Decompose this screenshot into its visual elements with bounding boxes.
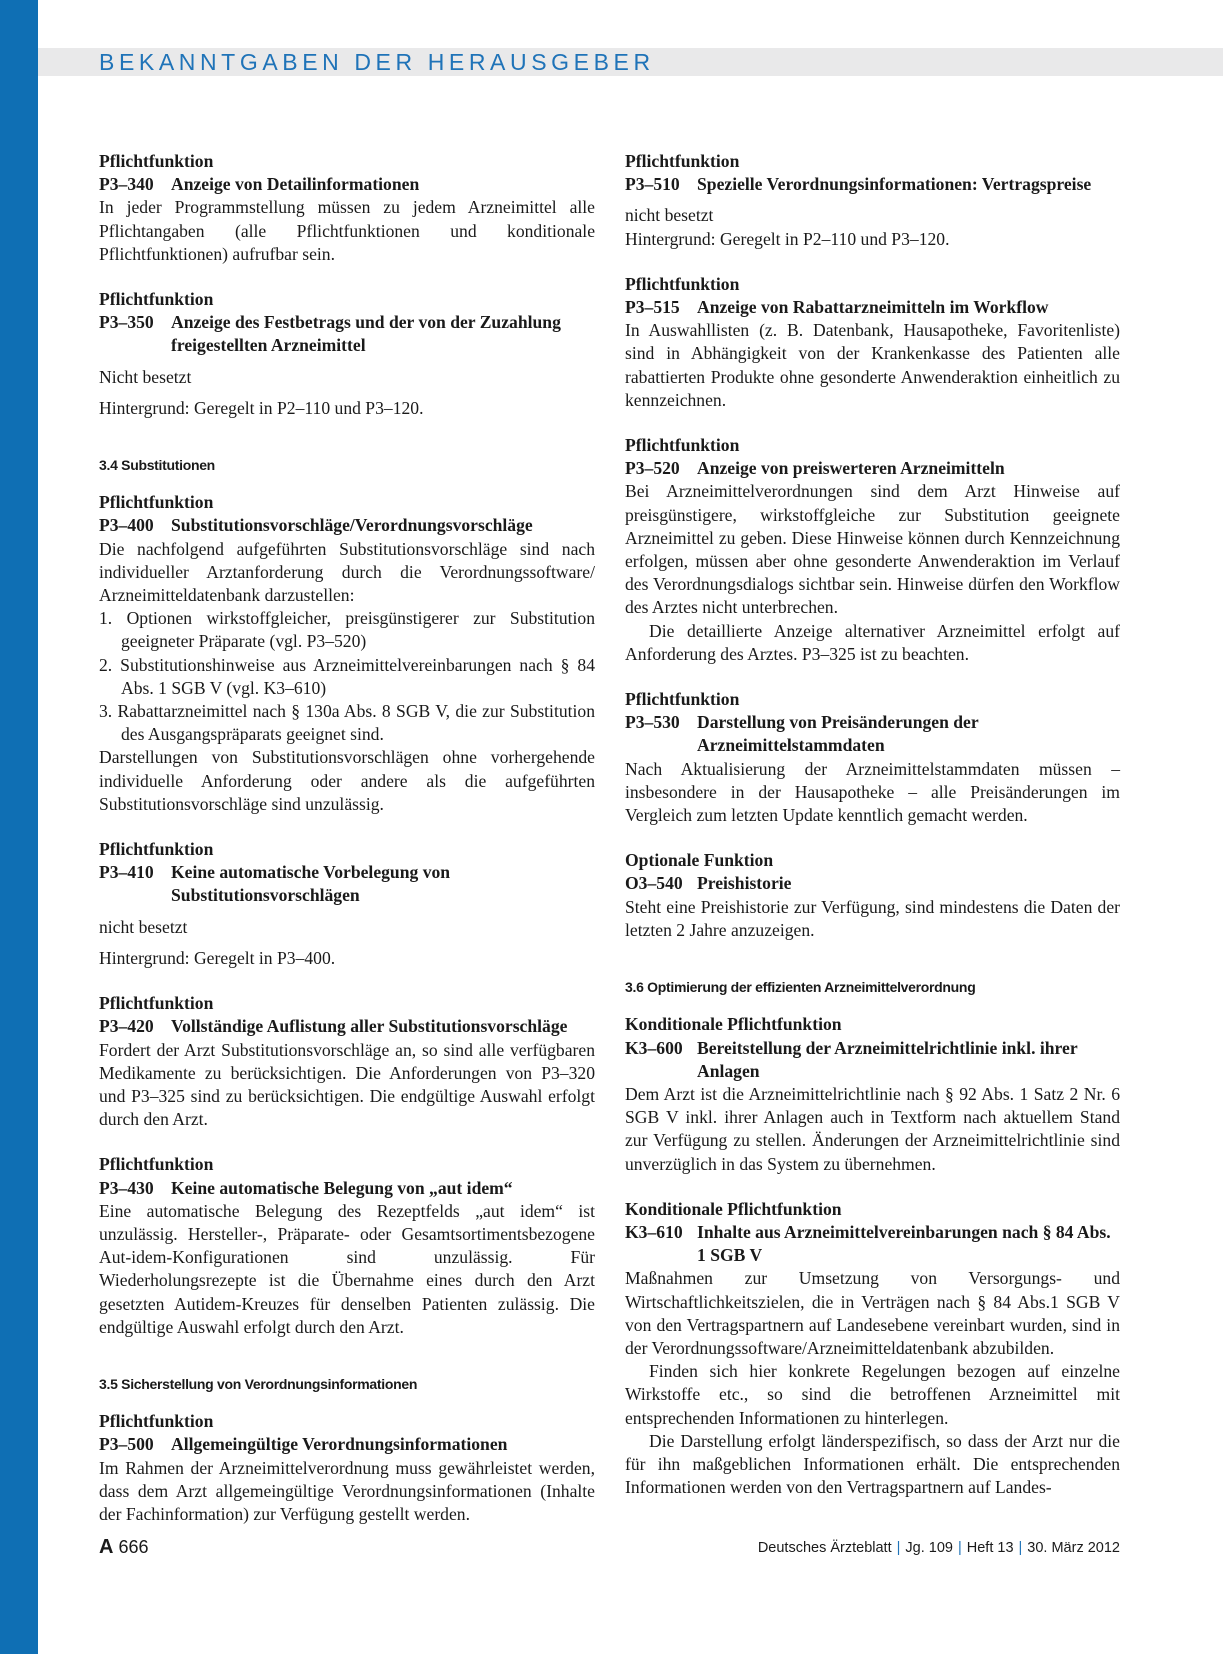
entry-p3-520 [625,434,1120,666]
entry-p3-530 [625,688,1120,827]
page-number-value: 666 [118,1537,149,1557]
entry-text: Im Rahmen der Arzneimittelverordnung muss gewährleistet werden, dass dem Arzt allgemeingültige Verordnungsinformationen (Inhalte der Fachinformation) zur Verfügung gestellt werden. [99,1457,595,1524]
section-heading-3-6: 3.6 Optimierung der effizienten Arzneimittelverordnung [625,979,976,996]
entry-heading [99,861,595,907]
entry-text: Maßnahmen zur Umsetzung von Versorgungs- und Wirtschaftlichkeitszielen, die in Verträgen nach § 84 Abs.1 SGB V von den Vertragspartnern auf Landesebene vereinbart wurden, sind in der Verordnungssoftware/Arzneimitteldatenbank abzubilden. [625,1268,1120,1358]
left-column [99,150,595,1548]
entry-heading [625,173,1120,196]
entry-label: Optionale Funktion [625,850,774,871]
journal-date: 30. März 2012 [1027,1540,1120,1556]
entry-text-2: Finden sich hier konkrete Regelungen bezogen auf einzelne Wirkstoffe etc., so sind die betroffenen Arzneimittel mit entsprechenden Informationen zu hinterlegen. [625,1361,1120,1428]
entry-o3-540 [625,849,1120,942]
entry-code: P3–410 [99,862,154,883]
list-item: 3. Rabattarzneimittel nach § 130a Abs. 8 SGB V, die zur Substitution des Ausgangspräparats geeignet sind. [99,701,595,745]
entry-code: P3–400 [99,515,154,536]
entry-heading [99,1433,595,1456]
entry-text: In Auswahllisten (z. B. Datenbank, Hausapotheke, Favoritenliste) sind in Abhängigkeit von der Krankenkasse des Patienten alle rabattierten Produkte ohne gesonderte Anwenderaktion einheitlich zu kennzeichnen. [625,320,1120,410]
entry-text: Fordert der Arzt Substitutionsvorschläge an, so sind alle verfügbaren Medikamente zu berücksichtigen. Die Anforderungen von P3–320 und P3–325 sind zu berücksichtigen. Die endgültige Auswahl erfolgt durch den Arzt. [99,1039,595,1130]
entry-title: Spezielle Verordnungsinformationen: Vertragspreise [697,174,1092,195]
entry-outro: Darstellungen von Substitutionsvorschlägen ohne vorhergehende individuelle Anforderung oder andere als die aufgeführten Substitutionsvorschläge sind unzulässig. [99,747,595,814]
entry-label: Pflichtfunktion [625,151,740,171]
entry-p3-350 [99,288,595,420]
entry-text: Eine automatische Belegung des Rezeptfelds „aut idem“ ist unzulässig. Hersteller-, Präparate- oder Gesamtsortimentsbezogene Aut-idem-Konfigurationen sind unzulässig. Für Wiederholungsrezepte ist die Übernahme eines durch den Arzt gesetzten Autidem-Kreuzes für denselben Patienten zulässig. Die endgültige Auswahl erfolgt durch den Arzt. [99,1200,595,1337]
entry-p3-420 [99,992,595,1131]
entry-code: O3–540 [625,873,683,894]
entry-p3-500 [99,1410,595,1526]
entry-text-3: Die Darstellung erfolgt länderspezifisch, so dass der Arzt nur die für ihn maßgeblichen Informationen erhält. Die entsprechenden Informationen werden von den Vertragspartnern auf Landes- [625,1430,1120,1498]
entry-code: P3–500 [99,1434,154,1455]
section-heading-3-4: 3.4 Substitutionen [99,457,215,474]
entry-title: Allgemeingültige Verordnungsinformationen [171,1434,508,1455]
journal-footer [758,1540,1120,1556]
entry-heading [99,514,595,537]
entry-k3-610 [625,1198,1120,1500]
entry-label: Pflichtfunktion [99,289,214,310]
entry-code: P3–340 [99,174,154,195]
entry-label: Pflichtfunktion [625,435,740,456]
entry-code: K3–600 [625,1037,683,1058]
entry-heading [625,872,1120,895]
footer-separator: | [896,1540,901,1556]
journal-volume: Jg. 109 [905,1540,953,1556]
journal-name: Deutsches Ärzteblatt [757,1540,892,1556]
entry-label: Konditionale Pflichtfunktion [625,1014,842,1035]
entry-text: Dem Arzt ist die Arzneimittelrichtlinie nach § 92 Abs. 1 Satz 2 Nr. 6 SGB V inkl. ihrer Anlagen auch in Textform nach aktuellem Stand zur Verfügung zu stellen. Änderungen der Arzneimittelrichtlinie sind unverzüglich in das System zu übernehmen. [625,1083,1120,1174]
entry-title: Anzeige des Festbetrags und der von der Zuzahlung freigestellten Arzneimittel [171,312,561,356]
entry-code: P3–350 [99,312,154,333]
entry-p3-410 [99,838,595,970]
entry-heading [99,1015,595,1038]
entry-label: Pflichtfunktion [99,993,214,1014]
entry-heading [625,711,1120,757]
entry-background: Hintergrund: Geregelt in P2–110 und P3–120. [99,397,424,418]
entry-text: Nach Aktualisierung der Arzneimittelstammdaten müssen – insbesondere in der Hausapotheke – alle Preisänderungen im Vergleich zum letzten Update kenntlich gemacht werden. [625,758,1120,826]
entry-heading [99,311,595,357]
entry-code: P3–520 [625,458,680,479]
entry-code: P3–510 [625,174,680,195]
entry-label: Konditionale Pflichtfunktion [625,1198,842,1219]
entry-text-2: Die detaillierte Anzeige alternativer Arzneimittel erfolgt auf Anforderung des Arztes. P3–325 ist zu beachten. [625,620,1120,664]
entry-code: P3–430 [99,1177,154,1198]
side-color-bar [0,0,38,1654]
entry-code: K3–610 [625,1221,683,1242]
entry-label: Pflichtfunktion [99,151,214,171]
entry-title: Anzeige von preiswerteren Arzneimitteln [697,458,1005,479]
entry-p3-515 [625,273,1120,412]
entry-title: Keine automatische Vorbelegung von Substitutionsvorschlägen [171,862,451,906]
entry-title: Preishistorie [697,873,792,894]
entry-title: Darstellung von Preisänderungen der Arzneimittelstammdaten [697,712,979,756]
entry-background: Hintergrund: Geregelt in P2–110 und P3–120. [625,228,950,249]
journal-issue: Heft 13 [966,1540,1014,1556]
entry-heading [625,457,1120,480]
entry-label: Pflichtfunktion [625,689,740,710]
entry-label: Pflichtfunktion [625,273,740,294]
entry-label: Pflichtfunktion [99,1154,214,1175]
entry-title: Anzeige von Rabattarzneimitteln im Workflow [697,297,1049,318]
entry-title: Substitutionsvorschläge/Verordnungsvorschläge [171,515,533,536]
footer-separator: | [957,1540,962,1556]
entry-title: Inhalte aus Arzneimittelvereinbarungen nach § 84 Abs. 1 SGB V [697,1221,1111,1266]
entry-intro: Die nachfolgend aufgeführten Substitutionsvorschläge sind nach individueller Arztanforderung durch die Verordnungssoftware/ Arzneimitteldatenbank darzustellen: [99,538,595,606]
footer-separator: | [1018,1540,1023,1556]
page-number [99,1536,149,1559]
page-header-title: BEKANNTGABEN DER HERAUSGEBER [99,49,655,75]
entry-p3-510 [625,150,1120,251]
entry-heading [99,1177,595,1200]
entry-label: Pflichtfunktion [99,1411,214,1432]
entry-heading [625,1037,1120,1083]
entry-background: Hintergrund: Geregelt in P3–400. [99,947,336,968]
entry-p3-400 [99,491,595,816]
entry-p3-430 [99,1153,595,1339]
entry-text: Steht eine Preishistorie zur Verfügung, sind mindestens die Daten der letzten 2 Jahre anzuzeigen. [625,896,1120,940]
entry-title: Bereitstellung der Arzneimittelrichtlinie inkl. ihrer Anlagen [697,1037,1078,1081]
entry-title: Vollständige Auflistung aller Substitutionsvorschläge [171,1016,568,1037]
entry-k3-600 [625,1013,1120,1175]
entry-p3-340 [99,150,595,266]
entry-text: In jeder Programmstellung müssen zu jedem Arzneimittel alle Pflichtangaben (alle Pflichtfunktionen und konditionale Pflichtfunktionen) aufrufbar sein. [99,197,595,264]
entry-text: Bei Arzneimittelverordnungen sind dem Arzt Hinweise auf preisgünstigere, wirkstoffgleiche zur Substitution geeignete Arzneimittel zu geben. Diese Hinweise können durch Kennzeichnung erfolgen, müssen aber ohne gesonderte Anwenderaktion im Verlauf des Verordnungsdialogs sichtbar sein. Hinweise dürfen den Workflow des Arztes nicht unterbrechen. [625,481,1120,618]
entry-code: P3–515 [625,297,680,318]
list-item: 1. Optionen wirkstoffgleicher, preisgünstigerer zur Substitution geeigneter Präparate (vgl. P3–520) [99,608,595,652]
entry-label: Pflichtfunktion [99,839,214,860]
entry-heading [625,296,1120,319]
entry-heading [99,173,595,196]
entry-title: Anzeige von Detailinformationen [171,174,420,195]
section-heading-3-5: 3.5 Sicherstellung von Verordnungsinformationen [99,1375,418,1392]
entry-status: nicht besetzt [625,205,714,226]
entry-label: Pflichtfunktion [99,492,214,513]
right-column [625,150,1120,1521]
page-letter: A [99,1536,114,1558]
list-item: 2. Substitutionshinweise aus Arzneimittelvereinbarungen nach § 84 Abs. 1 SGB V (vgl. K3–610) [99,654,595,698]
entry-heading [625,1221,1120,1267]
entry-title: Keine automatische Belegung von „aut idem“ [171,1177,513,1198]
entry-status: nicht besetzt [99,916,188,937]
entry-code: P3–420 [99,1016,154,1037]
entry-status: Nicht besetzt [99,366,192,387]
entry-code: P3–530 [625,712,680,733]
